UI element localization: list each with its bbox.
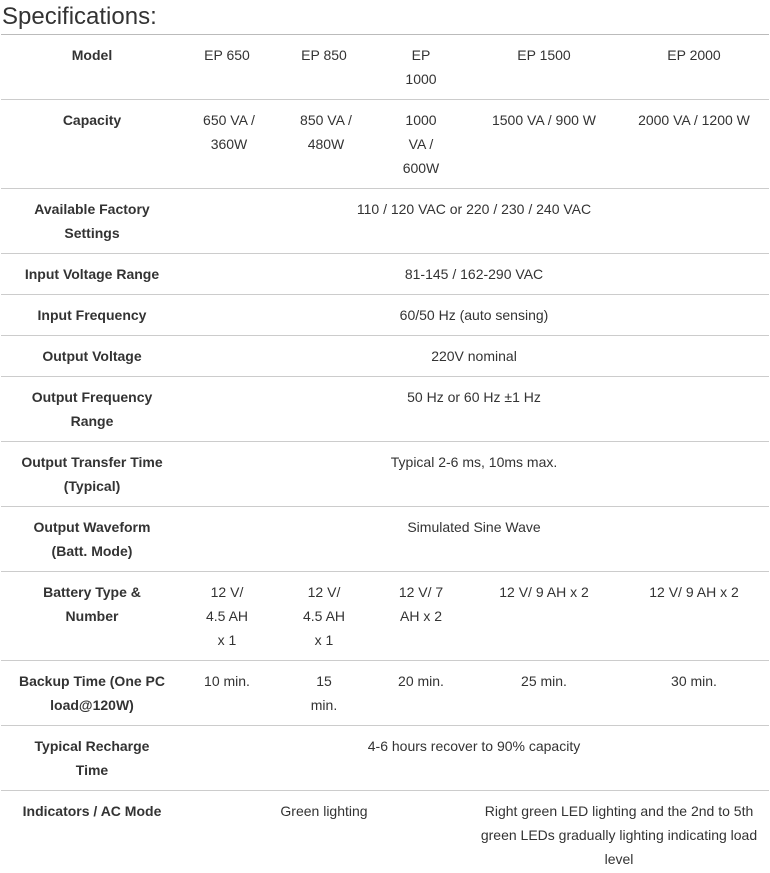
table-row-backup-time [1, 661, 769, 726]
input-voltage-value: 81-145 / 162-290 VAC [179, 254, 769, 295]
input-frequency-value: 60/50 Hz (auto sensing) [179, 295, 769, 336]
row-label-transfer-time: Output Transfer Time (Typical) [1, 442, 179, 507]
row-label-input-voltage: Input Voltage Range [1, 254, 179, 295]
model-cell: EP 850 [275, 35, 373, 100]
table-row-capacity [1, 100, 769, 189]
table-row-output-voltage [1, 336, 769, 377]
row-label-output-voltage: Output Voltage [1, 336, 179, 377]
row-label-indicators: Indicators / AC Mode [1, 791, 179, 873]
table-row-factory-settings [1, 189, 769, 254]
table-row-model [1, 35, 769, 100]
indicators-right-value: Right green LED lighting and the 2nd to 5th green LEDs gradually lighting indicating load level [469, 791, 769, 873]
table-row-transfer-time [1, 442, 769, 507]
model-cell: EP 650 [179, 35, 275, 100]
output-voltage-value: 220V nominal [179, 336, 769, 377]
battery-cell: 12 V/ 4.5 AH x 1 [179, 572, 275, 661]
row-label-backup-time: Backup Time (One PC load@120W) [1, 661, 179, 726]
battery-cell: 12 V/ 7 AH x 2 [373, 572, 469, 661]
battery-cell: 12 V/ 9 AH x 2 [469, 572, 619, 661]
table-row-waveform [1, 507, 769, 572]
row-label-model: Model [1, 35, 179, 100]
table-row-output-frequency [1, 377, 769, 442]
indicators-left-value: Green lighting [179, 791, 469, 873]
row-label-capacity: Capacity [1, 100, 179, 189]
capacity-cell: 850 VA / 480W [275, 100, 373, 189]
backup-time-cell: 15 min. [275, 661, 373, 726]
table-row-input-voltage [1, 254, 769, 295]
row-label-waveform: Output Waveform (Batt. Mode) [1, 507, 179, 572]
table-row-indicators [1, 791, 769, 873]
row-label-output-frequency: Output Frequency Range [1, 377, 179, 442]
table-row-recharge [1, 726, 769, 791]
model-cell: EP 2000 [619, 35, 769, 100]
capacity-cell: 2000 VA / 1200 W [619, 100, 769, 189]
backup-time-cell: 10 min. [179, 661, 275, 726]
backup-time-cell: 25 min. [469, 661, 619, 726]
transfer-time-value: Typical 2-6 ms, 10ms max. [179, 442, 769, 507]
row-label-factory-settings: Available Factory Settings [1, 189, 179, 254]
battery-cell: 12 V/ 9 AH x 2 [619, 572, 769, 661]
capacity-cell: 650 VA / 360W [179, 100, 275, 189]
specifications-table [1, 34, 769, 873]
model-cell: EP 1000 [373, 35, 469, 100]
table-row-input-frequency [1, 295, 769, 336]
row-label-battery: Battery Type & Number [1, 572, 179, 661]
page-title: Specifications: [0, 0, 770, 34]
capacity-cell: 1000 VA / 600W [373, 100, 469, 189]
row-label-input-frequency: Input Frequency [1, 295, 179, 336]
waveform-value: Simulated Sine Wave [179, 507, 769, 572]
model-cell: EP 1500 [469, 35, 619, 100]
factory-settings-value: 110 / 120 VAC or 220 / 230 / 240 VAC [179, 189, 769, 254]
table-row-battery [1, 572, 769, 661]
recharge-value: 4-6 hours recover to 90% capacity [179, 726, 769, 791]
row-label-recharge: Typical Recharge Time [1, 726, 179, 791]
backup-time-cell: 20 min. [373, 661, 469, 726]
backup-time-cell: 30 min. [619, 661, 769, 726]
output-frequency-value: 50 Hz or 60 Hz ±1 Hz [179, 377, 769, 442]
battery-cell: 12 V/ 4.5 AH x 1 [275, 572, 373, 661]
capacity-cell: 1500 VA / 900 W [469, 100, 619, 189]
